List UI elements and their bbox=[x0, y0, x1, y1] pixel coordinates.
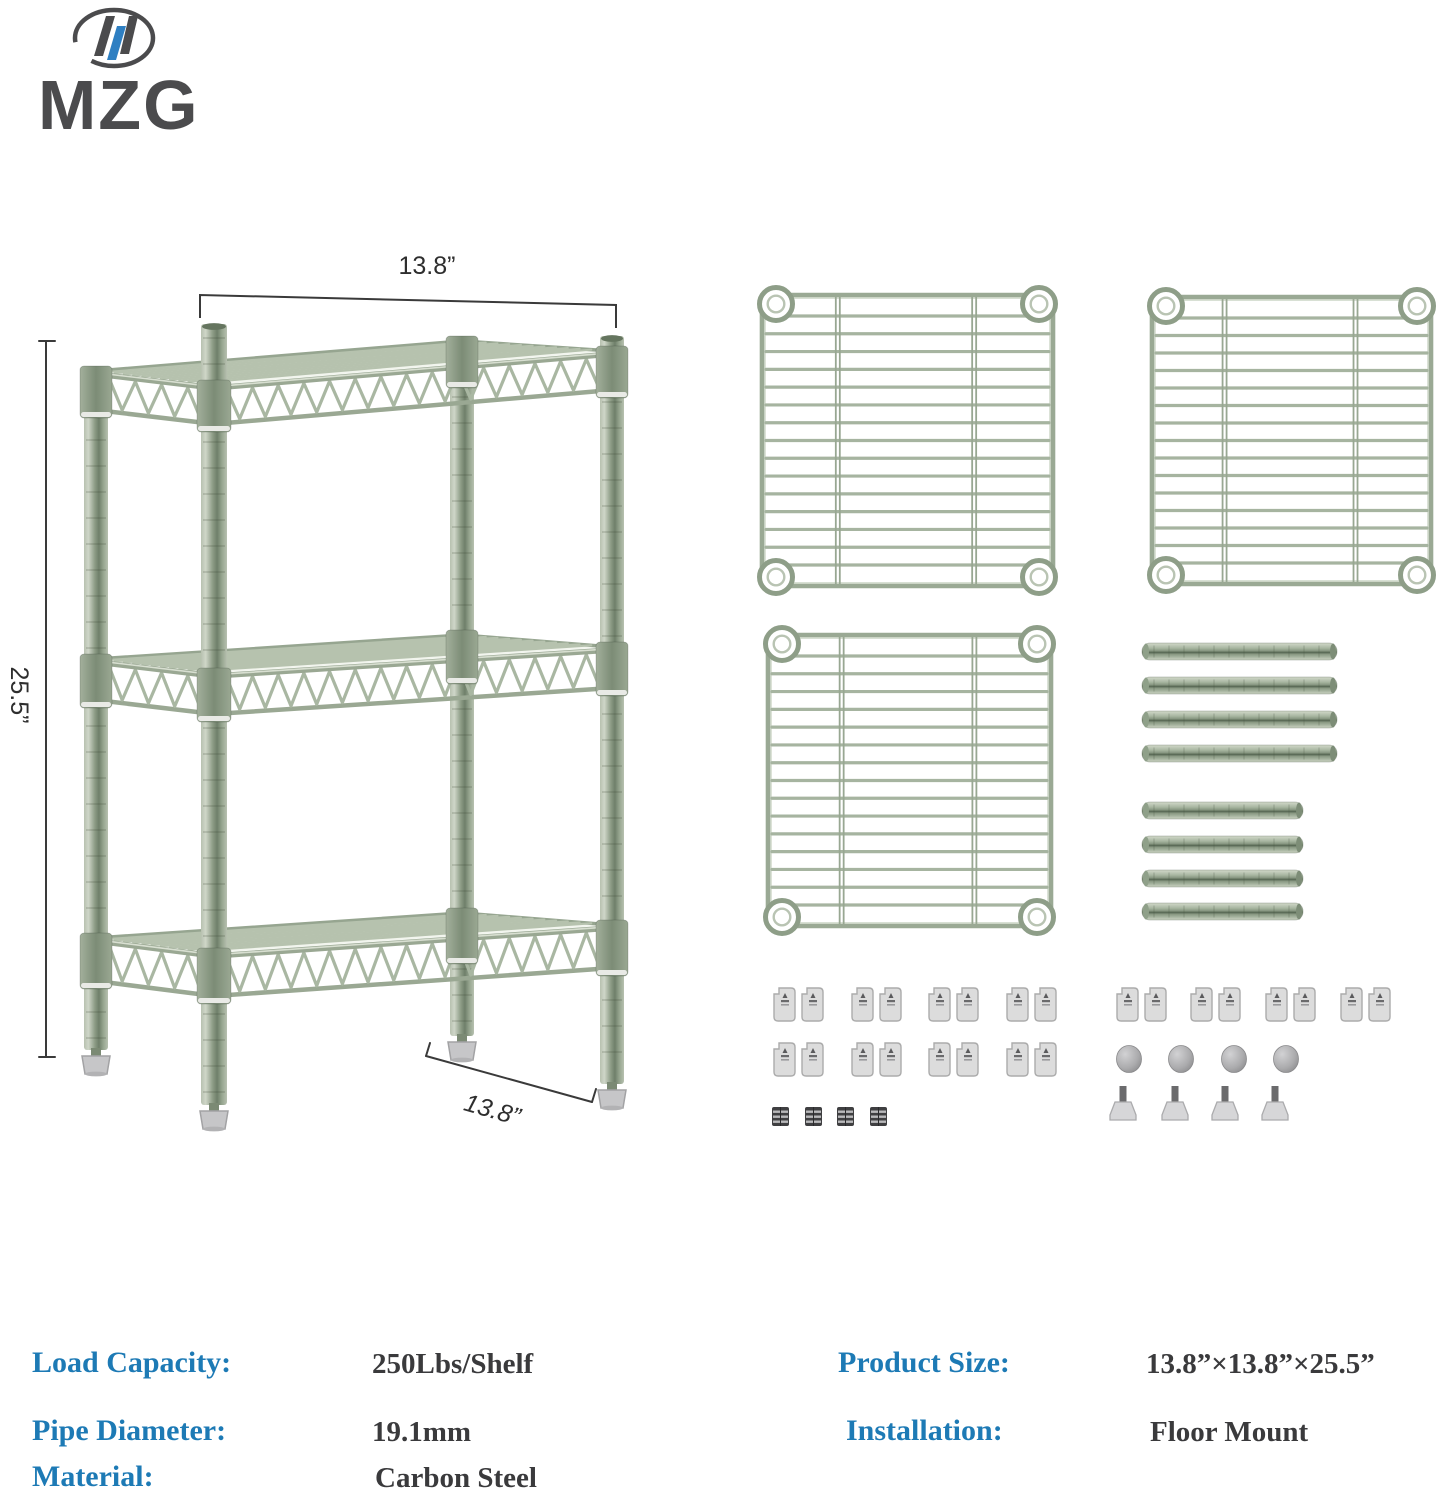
corner-collar-ring bbox=[1023, 561, 1056, 594]
locking-sleeve bbox=[1035, 988, 1056, 1021]
corner-collar-ring bbox=[1401, 290, 1434, 323]
pole-connector bbox=[772, 1107, 789, 1126]
locking-sleeve bbox=[1341, 988, 1362, 1021]
pole-segment bbox=[1142, 802, 1303, 819]
pole-segment bbox=[1142, 745, 1337, 762]
corner-collar-ring bbox=[1401, 559, 1434, 592]
locking-sleeve bbox=[1035, 1043, 1056, 1076]
dimension-depth-label: 13.8” bbox=[460, 1088, 524, 1132]
pole-segment bbox=[1142, 836, 1303, 853]
corner-collar-ring bbox=[1021, 901, 1054, 934]
spec-value-load-capacity: 250Lbs/Shelf bbox=[372, 1348, 534, 1380]
pole-segment bbox=[1142, 677, 1337, 694]
corner-sleeve bbox=[80, 933, 112, 989]
wire-shelf-top-view-1 bbox=[760, 288, 1056, 594]
locking-sleeve bbox=[880, 1043, 901, 1076]
locking-sleeve bbox=[774, 988, 795, 1021]
corner-sleeve bbox=[446, 908, 478, 964]
locking-sleeve bbox=[1007, 1043, 1028, 1076]
corner-sleeve bbox=[446, 630, 478, 684]
locking-sleeve bbox=[957, 988, 978, 1021]
locking-sleeve bbox=[880, 988, 901, 1021]
locking-sleeve bbox=[1369, 988, 1390, 1021]
locking-sleeve bbox=[1191, 988, 1212, 1021]
corner-collar-ring bbox=[1023, 288, 1056, 321]
corner-collar-ring bbox=[760, 288, 793, 321]
pole-connector bbox=[805, 1107, 822, 1126]
brand-logo-text: MZG bbox=[38, 66, 200, 144]
leveling-foot bbox=[200, 1103, 228, 1131]
corner-sleeve bbox=[197, 948, 231, 1004]
corner-sleeve bbox=[596, 920, 628, 976]
spec-label-product-size: Product Size: bbox=[838, 1346, 1010, 1379]
top-cap bbox=[1169, 1046, 1194, 1073]
spec-label-pipe-diameter: Pipe Diameter: bbox=[32, 1414, 227, 1447]
corner-collar-ring bbox=[1150, 290, 1183, 323]
corner-collar-ring bbox=[766, 628, 799, 661]
corner-collar-ring bbox=[760, 561, 793, 594]
pole-connector bbox=[870, 1107, 887, 1126]
wire-shelf-top-view-2 bbox=[1150, 290, 1434, 592]
leveling-foot-part bbox=[1162, 1086, 1188, 1120]
locking-sleeve bbox=[852, 1043, 873, 1076]
locking-sleeve bbox=[774, 1043, 795, 1076]
locking-sleeve bbox=[802, 1043, 823, 1076]
leveling-foot bbox=[448, 1034, 476, 1062]
pole-segment bbox=[1142, 643, 1337, 660]
locking-sleeve bbox=[1294, 988, 1315, 1021]
locking-sleeve bbox=[1145, 988, 1166, 1021]
leveling-foot bbox=[82, 1048, 110, 1076]
spec-value-installation: Floor Mount bbox=[1150, 1416, 1309, 1448]
locking-sleeve bbox=[1219, 988, 1240, 1021]
corner-sleeve bbox=[197, 668, 231, 722]
top-cap bbox=[1222, 1046, 1247, 1073]
locking-sleeve bbox=[1117, 988, 1138, 1021]
shelf-unit-illustration bbox=[80, 323, 628, 1131]
locking-sleeve bbox=[957, 1043, 978, 1076]
corner-collar-ring bbox=[1021, 628, 1054, 661]
spec-value-product-size: 13.8”×13.8”×25.5” bbox=[1146, 1348, 1375, 1380]
spec-value-material: Carbon Steel bbox=[375, 1462, 537, 1493]
corner-collar-ring bbox=[766, 901, 799, 934]
spec-value-pipe-diameter: 19.1mm bbox=[372, 1416, 472, 1448]
spec-label-load-capacity: Load Capacity: bbox=[32, 1346, 232, 1379]
corner-sleeve bbox=[80, 366, 112, 418]
corner-sleeve bbox=[446, 336, 478, 388]
corner-collar-ring bbox=[1150, 559, 1183, 592]
locking-sleeve bbox=[802, 988, 823, 1021]
wire-shelf-top-view-3 bbox=[766, 628, 1054, 934]
pole-connector bbox=[837, 1107, 854, 1126]
locking-sleeve bbox=[1266, 988, 1287, 1021]
top-cap bbox=[1274, 1046, 1299, 1073]
locking-sleeve bbox=[1007, 988, 1028, 1021]
corner-sleeve bbox=[80, 654, 112, 708]
locking-sleeve bbox=[929, 988, 950, 1021]
pole-segment bbox=[1142, 870, 1303, 887]
pole-segment bbox=[1142, 903, 1303, 920]
leveling-foot-part bbox=[1110, 1086, 1136, 1120]
locking-sleeve bbox=[852, 988, 873, 1021]
corner-sleeve bbox=[596, 642, 628, 696]
dimension-width-label: 13.8” bbox=[398, 252, 456, 280]
leveling-foot bbox=[598, 1082, 626, 1110]
leveling-foot-part bbox=[1262, 1086, 1288, 1120]
spec-label-installation: Installation: bbox=[846, 1414, 1003, 1447]
top-cap bbox=[1117, 1046, 1142, 1073]
locking-sleeve bbox=[929, 1043, 950, 1076]
leveling-foot-part bbox=[1212, 1086, 1238, 1120]
pole-segment bbox=[1142, 711, 1337, 728]
corner-sleeve bbox=[197, 380, 231, 432]
corner-sleeve bbox=[596, 346, 628, 398]
dimension-height-label: 25.5” bbox=[5, 666, 33, 724]
spec-label-material: Material: bbox=[32, 1460, 154, 1493]
